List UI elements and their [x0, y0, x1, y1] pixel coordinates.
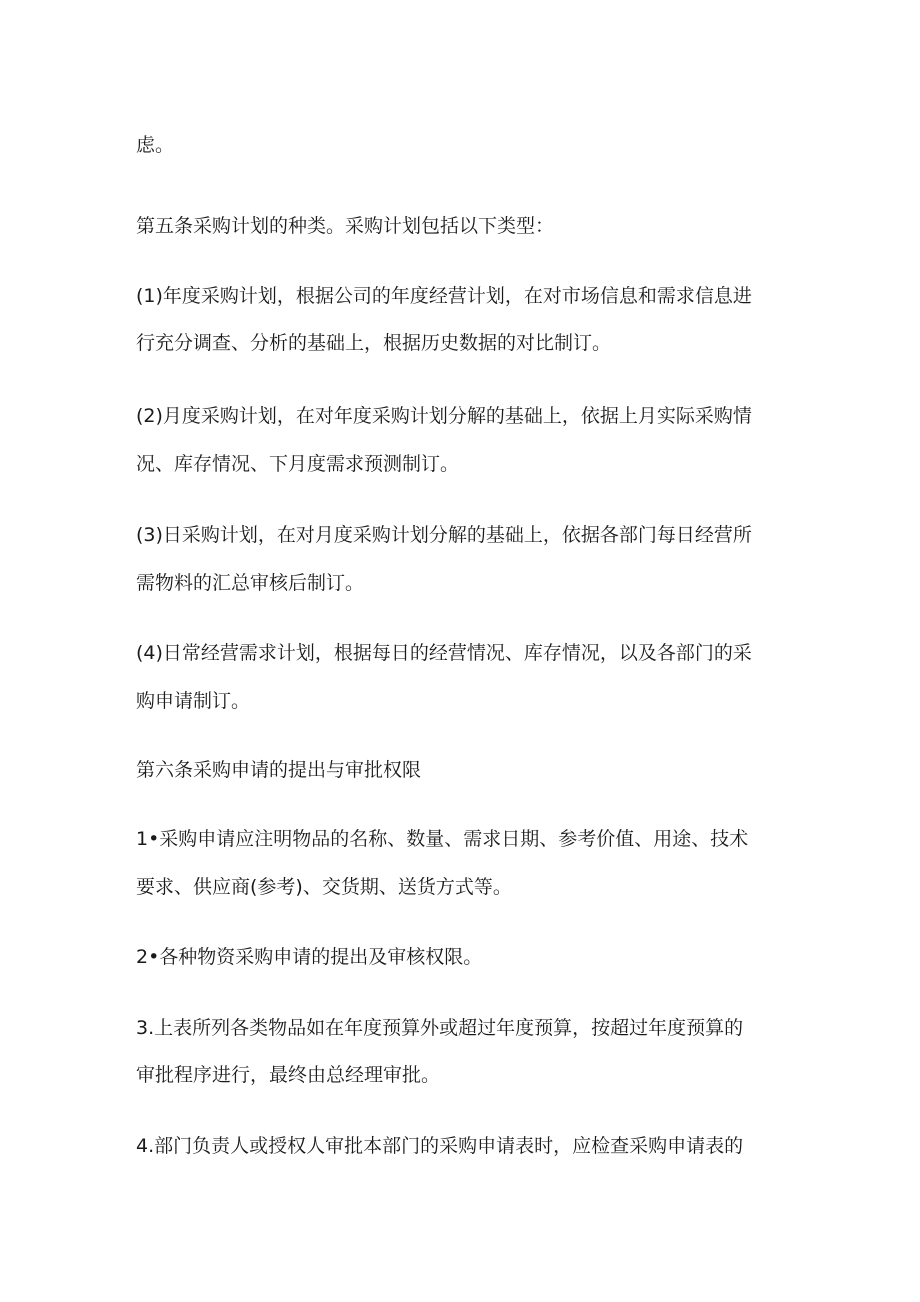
text-line: (1)年度采购计划，根据公司的年度经营计划，在对市场信息和需求信息进: [136, 285, 752, 307]
section-heading: 第五条采购计划的种类。采购计划包括以下类型：: [136, 215, 555, 237]
text-line: (2)月度采购计划，在对年度采购计划分解的基础上，依据上月实际采购情: [136, 405, 752, 427]
text-line: 3.上表所列各类物品如在年度预算外或超过年度预算，按超过年度预算的: [136, 1017, 744, 1039]
text-line: 虑。: [136, 134, 175, 156]
text-line: 购申请制订。: [136, 690, 251, 712]
text-line: (4)日常经营需求计划，根据每日的经营情况、库存情况，以及各部门的采: [136, 642, 752, 664]
text-line: 况、库存情况、下月度需求预测制订。: [136, 453, 460, 475]
text-line: 审批程序进行，最终由总经理审批。: [136, 1064, 441, 1086]
text-line: 行充分调查、分析的基础上，根据历史数据的对比制订。: [136, 332, 612, 354]
text-line: 要求、供应商(参考)、交货期、送货方式等。: [136, 876, 512, 898]
text-line: 1•采购申请应注明物品的名称、数量、需求日期、参考价值、用途、技术: [136, 828, 749, 850]
text-line: (3)日采购计划，在对月度采购计划分解的基础上，依据各部门每日经营所: [136, 524, 752, 546]
text-line: 需物料的汇总审核后制订。: [136, 572, 365, 594]
text-line: 4.部门负责人或授权人审批本部门的采购申请表时，应检查采购申请表的: [136, 1135, 744, 1157]
section-heading: 第六条采购申请的提出与审批权限: [136, 759, 422, 781]
text-line: 2•各种物资采购申请的提出及审核权限。: [136, 946, 483, 968]
